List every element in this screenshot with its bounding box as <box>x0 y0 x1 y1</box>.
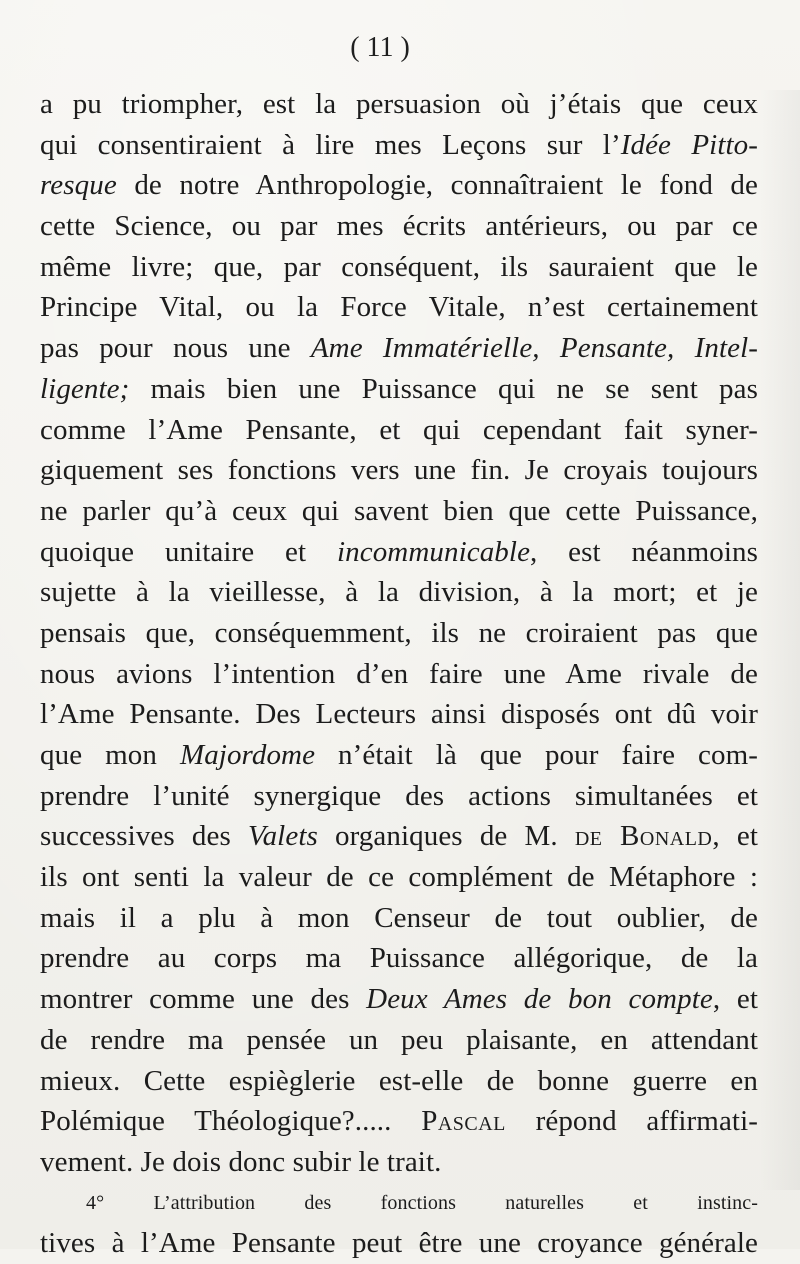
text-segment: répond affirmati- <box>505 1105 758 1138</box>
text-segment: ne parler qu’à ceux qui savent bien que cette Puissance, <box>40 494 758 527</box>
text-line <box>40 206 758 247</box>
text-line <box>40 613 758 654</box>
italic-text: Idée Pitto- <box>620 128 758 161</box>
text-line <box>40 1183 758 1224</box>
text-segment: , est néanmoins <box>530 535 759 568</box>
italic-text: Valets <box>247 820 318 853</box>
text-segment: même livre; que, par conséquent, ils sauraient que le <box>40 250 758 283</box>
text-segment: prendre l’unité synergique des actions simultanées et <box>40 779 758 812</box>
text-line <box>40 938 758 979</box>
italic-text: ligente; <box>40 372 130 405</box>
text-line <box>40 450 758 491</box>
text-segment: qui consentiraient à lire mes Leçons sur l’ <box>40 128 621 161</box>
italic-text: Majordome <box>179 739 316 771</box>
text-line <box>40 857 758 898</box>
text-line <box>40 979 758 1020</box>
italic-text: incommunicable <box>336 535 531 568</box>
text-segment: comme l’Ame Pensante, et qui cependant fait syner- <box>40 413 758 446</box>
text-segment: montrer comme une des <box>40 983 367 1016</box>
text-line <box>40 1101 758 1142</box>
text-segment: successives des <box>40 820 248 853</box>
text-line <box>40 1142 758 1183</box>
text-line <box>40 165 758 206</box>
text-line <box>40 816 758 857</box>
italic-text: Deux Ames de bon compte <box>366 983 713 1016</box>
text-segment: a pu triompher, est la persuasion où j’étais que ceux <box>40 88 758 120</box>
text-segment: que mon <box>40 739 180 771</box>
text-line <box>40 572 758 613</box>
text-segment: quoique unitaire et <box>40 535 337 568</box>
text-segment: 4° L’attribution des fonctions naturelles et instinc- <box>86 1191 758 1214</box>
text-segment: nous avions l’intention d’en faire une Ame rivale de <box>40 657 758 690</box>
text-segment: sujette à la vieillesse, à la division, à la mort; et je <box>40 576 758 609</box>
text-line <box>40 287 758 328</box>
body-text <box>40 84 758 1264</box>
text-segment: ils ont senti la valeur de ce complément de Métaphore : <box>40 861 758 894</box>
page-number: ( 11 ) <box>350 32 410 63</box>
text-line <box>40 491 758 532</box>
text-line <box>40 898 758 939</box>
small-caps-text: Pascal <box>421 1105 506 1138</box>
text-segment: l’Ame Pensante. Des Lecteurs ainsi disposés ont dû voir <box>40 698 758 731</box>
text-line <box>40 694 758 735</box>
text-segment: Principe Vital, ou la Force Vitale, n’est certainement <box>40 291 758 324</box>
text-segment: Polémique Théologique?..... <box>40 1105 422 1138</box>
text-segment: de notre Anthropologie, connaîtraient le fond de <box>116 169 758 202</box>
text-segment: pensais que, conséquemment, ils ne croiraient pas que <box>40 616 758 649</box>
text-line <box>40 410 758 451</box>
text-line <box>40 84 758 125</box>
text-segment: n’était là que pour faire com- <box>315 739 758 771</box>
text-segment: mieux. Cette espièglerie est-elle de bonne guerre en <box>40 1064 758 1097</box>
page-edge-shadow <box>760 90 800 1190</box>
text-line <box>40 735 758 776</box>
text-line <box>40 1061 758 1102</box>
text-segment: prendre au corps ma Puissance allégorique, de la <box>40 942 758 975</box>
small-caps-text: de Bonald <box>574 820 713 853</box>
text-segment: organiques de M. <box>317 820 575 853</box>
text-segment: vement. Je dois donc subir le trait. <box>40 1145 442 1178</box>
text-segment: pas pour nous une <box>40 332 311 365</box>
text-segment: mais il a plu à mon Censeur de tout oublier, de <box>40 901 758 934</box>
text-line <box>40 1223 758 1264</box>
text-line <box>40 328 758 369</box>
italic-text: resque <box>40 169 117 202</box>
text-line <box>40 125 758 166</box>
text-segment: tives à l’Ame Pensante peut être une croyance générale <box>40 1227 758 1260</box>
text-segment: , et <box>712 983 758 1016</box>
text-segment: mais bien une Puissance qui ne se sent pas <box>129 372 758 405</box>
text-line <box>40 369 758 410</box>
text-line <box>40 654 758 695</box>
text-line <box>40 532 758 573</box>
text-line <box>40 776 758 817</box>
text-segment: cette Science, ou par mes écrits antérieurs, ou par ce <box>40 210 758 243</box>
text-line <box>40 1020 758 1061</box>
italic-text: Ame Immatérielle, Pensante, Intel- <box>310 332 758 365</box>
text-line <box>40 247 758 288</box>
text-segment: giquement ses fonctions vers une fin. Je croyais toujours <box>40 454 758 487</box>
text-segment: de rendre ma pensée un peu plaisante, en attendant <box>40 1023 758 1056</box>
text-segment: , et <box>712 820 758 853</box>
